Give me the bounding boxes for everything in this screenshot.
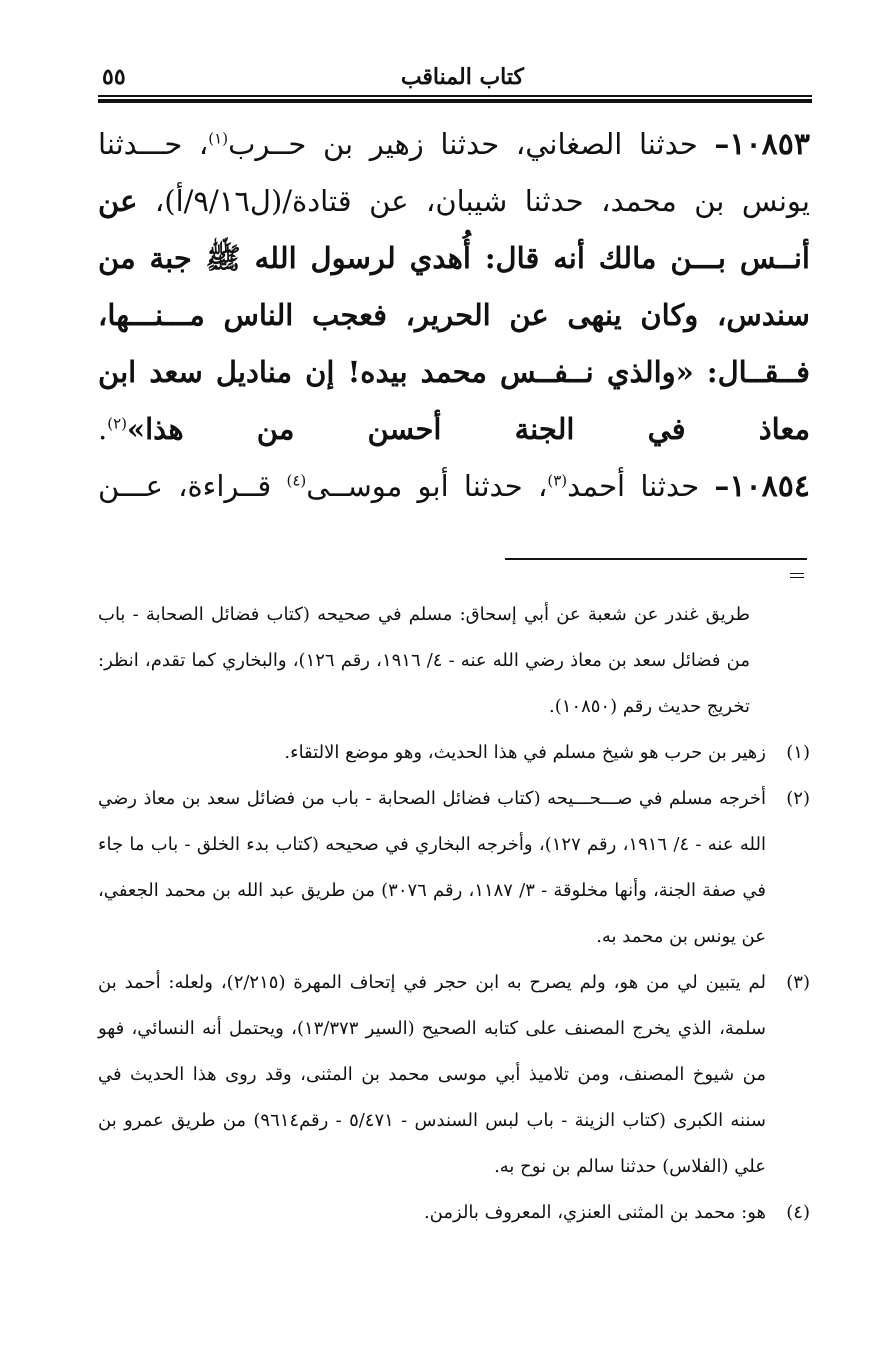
footnote-item bbox=[98, 776, 810, 960]
footnote-text: لم يتبين لي من هو، ولم يصرح به ابن حجر في إتحاف المهرة (٢/٢١٥)، ولعله: أحمد بن سلمة، الذي يخرج المصنف على كتابه الصحيح (السير ١٣/٣٧٣)، ويحتمل أنه النسائي، فهو من شيوخ المصنف، ومن تلاميذ أبي موسى محمد بن المثنى، وقد روى هذا الحديث في سننه الكبرى (كتاب الزينة - باب لبس السندس - ٥/٤٧١ - رقم٩٦١٤) من طريق عمرو بن علي (الفلاس) حدثنا سالم بن نوح به. bbox=[98, 972, 767, 1177]
footnote-label: (٤) bbox=[786, 1202, 810, 1223]
hadith-1854 bbox=[98, 458, 810, 515]
continuation-mark bbox=[790, 573, 804, 578]
footnote-ref[interactable]: (٢) bbox=[107, 414, 127, 433]
footnote-label: (٢) bbox=[786, 788, 810, 809]
footnote-text: هو: محمد بن المثنى العنزي، المعروف بالزمن. bbox=[423, 1202, 766, 1223]
page-number: ٥٥ bbox=[102, 64, 126, 90]
footnote-text: أخرجه مسلم في صـــحـــيحه (كتاب فضائل الصحابة - باب من فضائل سعد بن معاذ رضي الله عنه - ٤/ ١٩١٦، رقم ١٢٧)، وأخرجه البخاري في صحيحه (كتاب بدء الخلق - باب ما جاء في صفة الجنة، وأنها مخلوقة - ٣/ ١١٨٧، رقم ٣٠٧٦) من طريق عبد الله بن محمد الجعفي، عن يونس بن محمد به. bbox=[98, 788, 766, 947]
hadith-text: حدثنا الصغاني، حدثنا زهير بن حــرب bbox=[228, 127, 715, 161]
footnote-text: زهير بن حرب هو شيخ مسلم في هذا الحديث، وهو موضع الالتقاء. bbox=[284, 742, 766, 763]
footnote-item bbox=[98, 960, 810, 1190]
page-header bbox=[98, 62, 812, 96]
hadith-text: . bbox=[98, 412, 108, 446]
footnote-ref[interactable]: (١) bbox=[208, 129, 229, 148]
hadith-text: ، حـــدثنا يونس بن محمد، حدثنا شيبان، عن قتادة/(ل٩/١٦/أ)، bbox=[98, 127, 810, 218]
footnote-separator bbox=[505, 558, 807, 560]
footnote-continuation: طريق غندر عن شعبة عن أبي إسحاق: مسلم في صحيحه (كتاب فضائل الصحابة - باب من فضائل سعد بن معاذ رضي الله عنه - ٤/ ١٩١٦، رقم ١٢٦)، والبخاري كما تقدم، انظر: تخريج حديث رقم (١٠٨٥٠). bbox=[98, 604, 750, 717]
footnote-ref[interactable]: (٤) bbox=[286, 471, 307, 490]
hadith-number: ١٠٨٥٤– bbox=[714, 469, 810, 504]
header-rule-thick bbox=[98, 99, 812, 103]
hadith-matn: عن أنــس بـــن مالك أنه قال: أُهدي لرسول الله ﷺ جبة من سندس، وكان ينهى عن الحرير، فعجب الناس مـــنـــها، فــقــال: «والذي نــفــس محمد بيده! إن مناديل سعد ابن معاذ في الجنة أحسن من هذا» bbox=[98, 184, 810, 446]
footnote-label: (٣) bbox=[786, 972, 810, 993]
hadith-text: حدثنا أحمد bbox=[567, 469, 715, 503]
hadith-1853 bbox=[98, 116, 810, 458]
running-title: كتاب المناقب bbox=[400, 64, 524, 90]
hadith-text: قــراءة، عـــن bbox=[98, 469, 287, 503]
hadith-text: ، حدثنا أبو موســى bbox=[306, 469, 548, 503]
hadith-number: ١٠٨٥٣– bbox=[714, 127, 810, 162]
footnotes bbox=[98, 592, 810, 1236]
footnote-ref[interactable]: (٣) bbox=[547, 471, 568, 490]
header-rule-thin bbox=[98, 95, 812, 97]
footnote-item bbox=[98, 730, 810, 776]
footnote-item bbox=[98, 1190, 810, 1236]
footnote-label: (١) bbox=[786, 742, 810, 763]
main-text bbox=[98, 116, 810, 515]
